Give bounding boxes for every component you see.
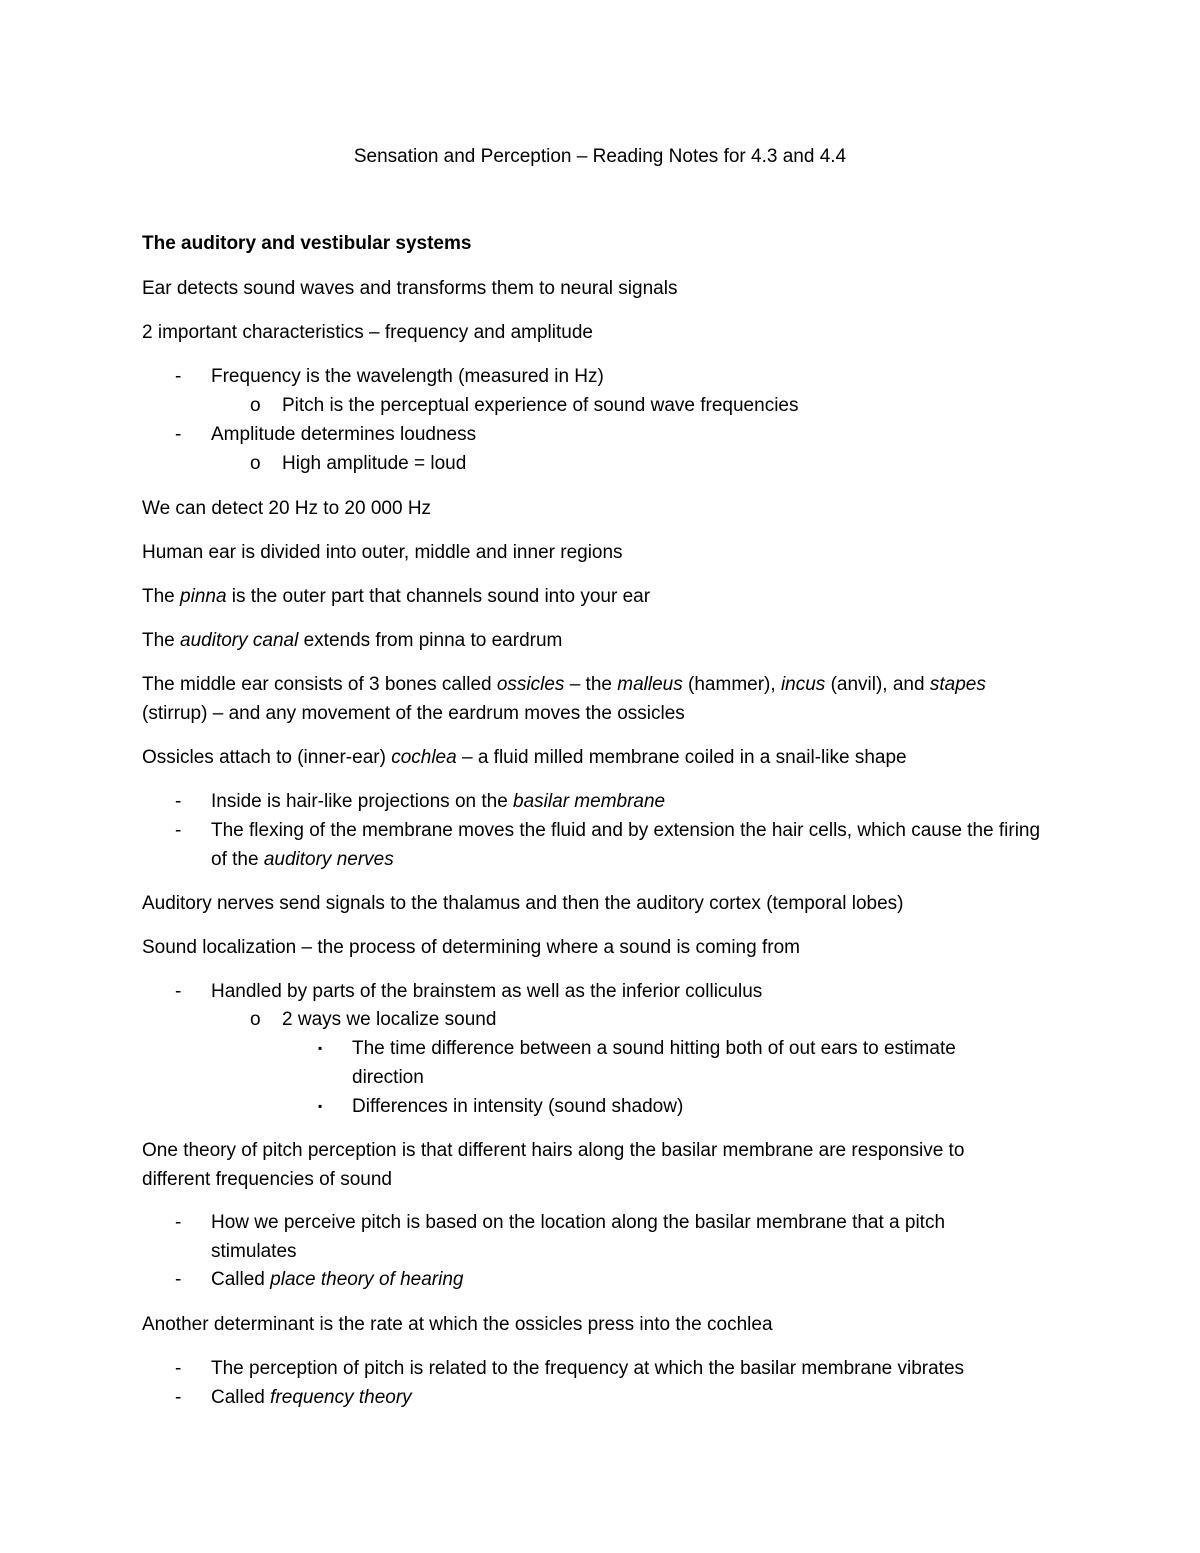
dash-bullet: - bbox=[175, 981, 182, 1002]
circle-bullet: o bbox=[250, 1009, 261, 1030]
list-item: 2 ways we localize sound bbox=[282, 1009, 497, 1030]
key-term: ossicles bbox=[496, 674, 565, 695]
note-paragraph: One theory of pitch perception is that different hairs along the basilar membrane are responsive to different frequencies of sound bbox=[142, 1140, 965, 1190]
dash-bullet: - bbox=[175, 1358, 182, 1379]
note-paragraph: Ear detects sound waves and transforms them to neural signals bbox=[142, 278, 678, 299]
list-item: Handled by parts of the brainstem as well as the inferior colliculus bbox=[211, 981, 763, 1002]
square-bullet: ▪ bbox=[318, 1099, 323, 1113]
dash-bullet: - bbox=[175, 1212, 182, 1233]
list-item: Inside is hair-like projections on the basilar membrane bbox=[211, 791, 666, 812]
key-term: auditory nerves bbox=[263, 849, 394, 870]
section-heading: The auditory and vestibular systems bbox=[142, 233, 472, 254]
list-item: Called place theory of hearing bbox=[211, 1269, 464, 1290]
note-paragraph: Human ear is divided into outer, middle and inner regions bbox=[142, 542, 623, 563]
key-term: stapes bbox=[929, 674, 986, 695]
key-term: incus bbox=[780, 674, 826, 695]
circle-bullet: o bbox=[250, 395, 261, 416]
key-term: auditory canal bbox=[180, 630, 299, 651]
key-term: cochlea bbox=[391, 747, 457, 768]
square-bullet: ▪ bbox=[318, 1041, 323, 1055]
dash-bullet: - bbox=[175, 820, 182, 841]
dash-bullet: - bbox=[175, 424, 182, 445]
list-item: Amplitude determines loudness bbox=[211, 424, 477, 445]
note-paragraph: Auditory nerves send signals to the thalamus and then the auditory cortex (temporal lobes) bbox=[142, 893, 904, 914]
key-term: basilar membrane bbox=[513, 791, 666, 812]
dash-bullet: - bbox=[175, 1387, 182, 1408]
list-item: The perception of pitch is related to the frequency at which the basilar membrane vibrates bbox=[211, 1358, 965, 1379]
note-paragraph: The middle ear consists of 3 bones called ossicles – the malleus (hammer), incus (anvil), and stapes (stirrup) – and any movement of the eardrum moves the ossicles bbox=[142, 674, 986, 724]
circle-bullet: o bbox=[250, 453, 261, 474]
note-paragraph: The pinna is the outer part that channels sound into your ear bbox=[142, 586, 651, 607]
list-item: Frequency is the wavelength (measured in Hz) bbox=[211, 366, 604, 387]
key-term: pinna bbox=[180, 586, 227, 607]
key-term: place theory of hearing bbox=[270, 1269, 464, 1290]
note-paragraph: The auditory canal extends from pinna to eardrum bbox=[142, 630, 563, 651]
list-item: How we perceive pitch is based on the location along the basilar membrane that a pitch stimulates bbox=[211, 1212, 946, 1262]
dash-bullet: - bbox=[175, 1269, 182, 1290]
list-item: The flexing of the membrane moves the fluid and by extension the hair cells, which cause the firing of the auditory nerves bbox=[211, 820, 1041, 870]
dash-bullet: - bbox=[175, 366, 182, 387]
document-title: Sensation and Perception – Reading Notes for 4.3 and 4.4 bbox=[353, 146, 847, 167]
list-item: High amplitude = loud bbox=[282, 453, 467, 474]
list-item: Pitch is the perceptual experience of sound wave frequencies bbox=[282, 395, 799, 416]
key-term: frequency theory bbox=[270, 1387, 412, 1408]
note-paragraph: 2 important characteristics – frequency and amplitude bbox=[142, 322, 593, 343]
note-paragraph: Ossicles attach to (inner-ear) cochlea – a fluid milled membrane coiled in a snail-like shape bbox=[142, 747, 907, 768]
list-item: Differences in intensity (sound shadow) bbox=[352, 1096, 684, 1117]
note-paragraph: Another determinant is the rate at which the ossicles press into the cochlea bbox=[142, 1314, 773, 1335]
list-item: The time difference between a sound hitting both of out ears to estimate direction bbox=[352, 1038, 956, 1088]
list-item: Called frequency theory bbox=[211, 1387, 412, 1408]
note-paragraph: We can detect 20 Hz to 20 000 Hz bbox=[142, 498, 432, 519]
key-term: malleus bbox=[617, 674, 683, 695]
note-paragraph: Sound localization – the process of determining where a sound is coming from bbox=[142, 937, 800, 958]
dash-bullet: - bbox=[175, 791, 182, 812]
